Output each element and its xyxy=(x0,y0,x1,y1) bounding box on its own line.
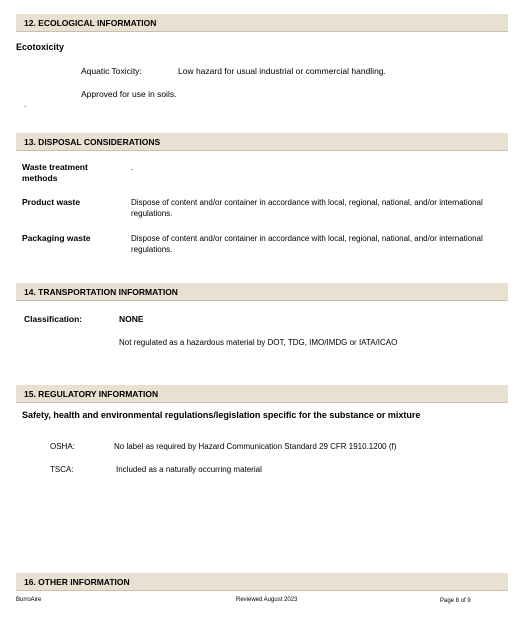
product-waste-value: Dispose of content and/or container in accordance with local, regional, national, and/or international regulations. xyxy=(131,198,483,218)
classification-label: Classification: xyxy=(24,314,83,324)
section-12-header: 12. ECOLOGICAL INFORMATION xyxy=(16,14,508,32)
tsca-label: TSCA: xyxy=(50,465,74,474)
section-15-header: 15. REGULATORY INFORMATION xyxy=(16,385,508,403)
section-14-header: 14. TRANSPORTATION INFORMATION xyxy=(16,283,508,301)
footer-company: BurroAire xyxy=(16,597,42,603)
packaging-waste-value: Dispose of content and/or container in accordance with local, regional, national, and/or international regulations. xyxy=(131,234,483,254)
classification-value: NONE xyxy=(119,314,144,324)
waste-treatment-value: . xyxy=(131,163,134,172)
tsca-value: Included as a naturally occurring material xyxy=(116,465,262,474)
aquatic-toxicity-label: Aquatic Toxicity: xyxy=(81,66,142,76)
soil-approval-note: Approved for use in soils. xyxy=(81,89,177,99)
osha-label: OSHA: xyxy=(50,442,75,451)
footer-reviewed: Reviewed August 2023 xyxy=(236,597,298,603)
packaging-waste-label: Packaging waste xyxy=(22,233,91,243)
regulatory-subheading: Safety, health and environmental regulations/legislation specific for the substance or mixture xyxy=(22,410,421,420)
footer-page-number: Page 8 of 9 xyxy=(440,598,471,604)
product-waste-label: Product waste xyxy=(22,197,81,207)
section-13-header: 13. DISPOSAL CONSIDERATIONS xyxy=(16,133,508,151)
stray-dot: . xyxy=(24,100,27,109)
waste-treatment-label: Waste treatment methods xyxy=(22,162,88,183)
section-16-header: 16. OTHER INFORMATION xyxy=(16,573,508,591)
aquatic-toxicity-value: Low hazard for usual industrial or commercial handling. xyxy=(178,66,386,76)
osha-value: No label as required by Hazard Communication Standard 29 CFR 1910.1200 (f) xyxy=(114,442,397,451)
transport-regulation-note: Not regulated as a hazardous material by DOT, TDG, IMO/IMDG or IATA/ICAO xyxy=(119,338,398,347)
ecotoxicity-heading: Ecotoxicity xyxy=(16,42,65,52)
